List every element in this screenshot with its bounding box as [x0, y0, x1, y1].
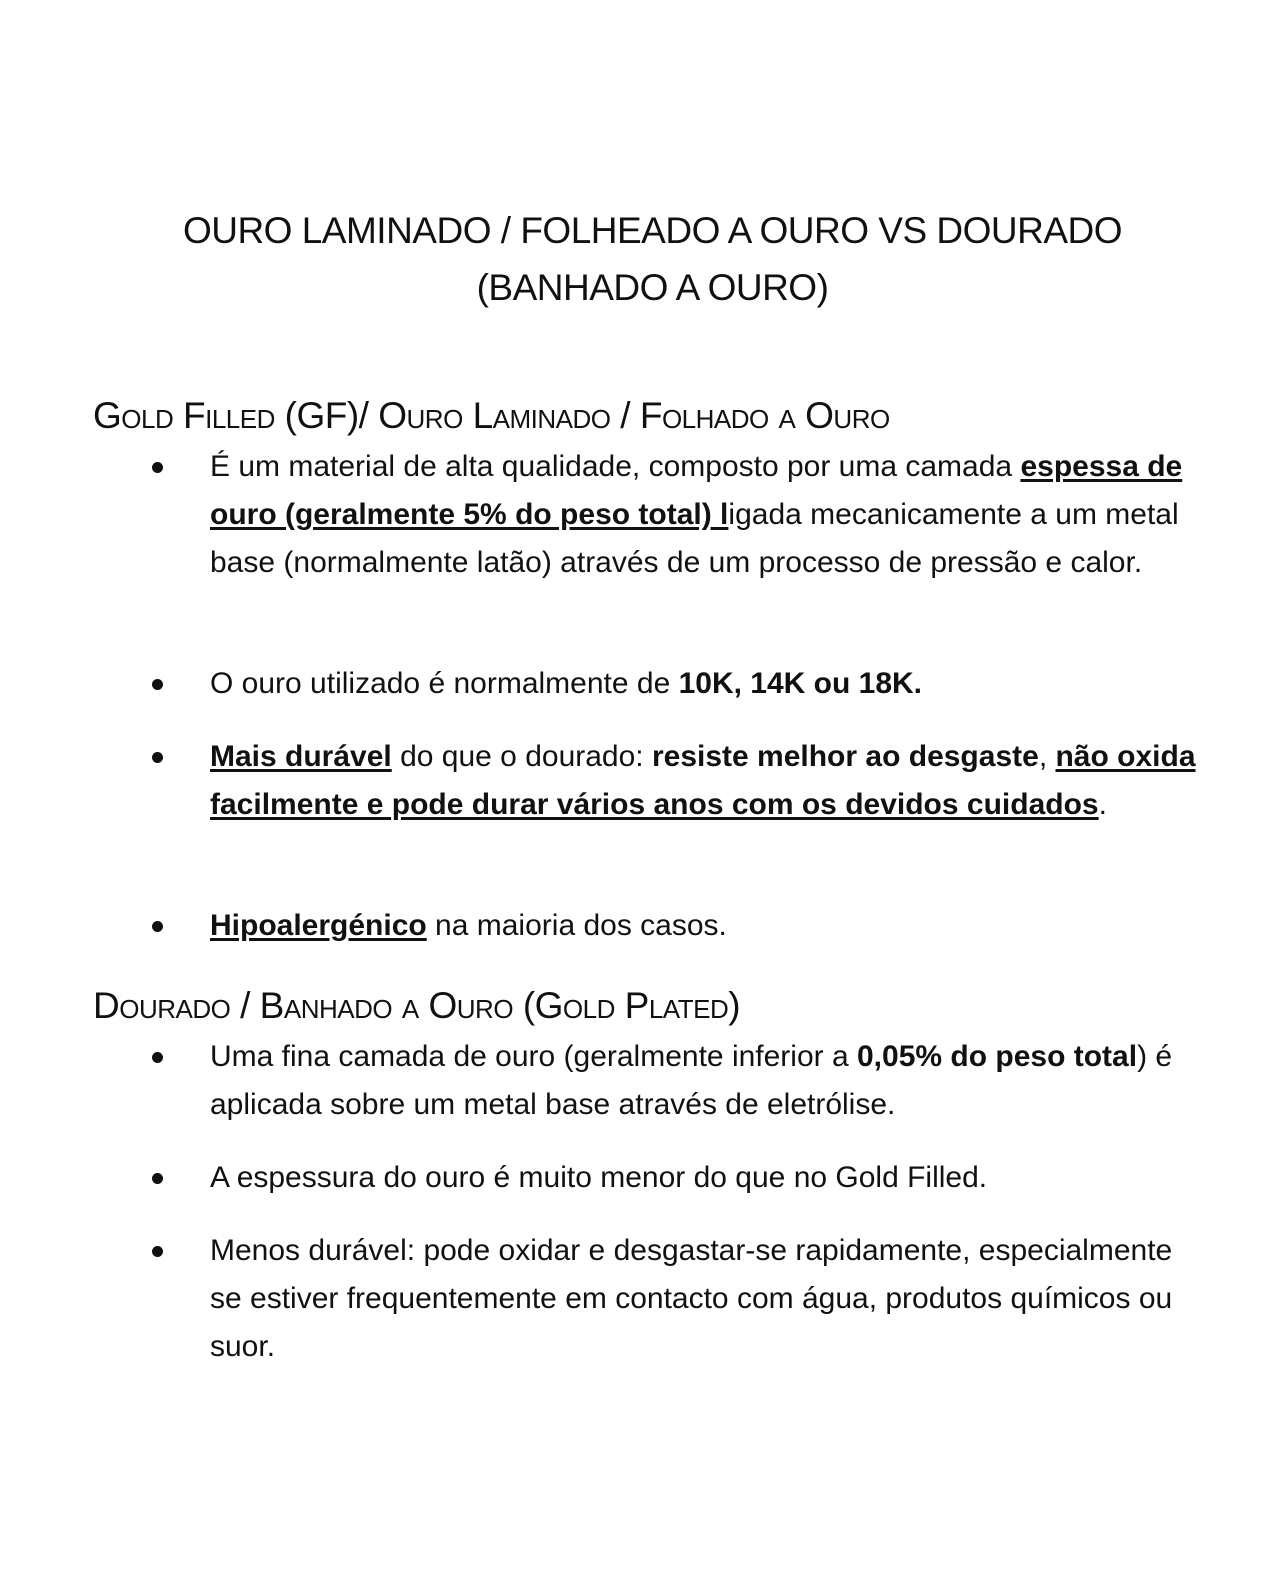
list-item: Mais durável do que o dourado: resiste melhor ao desgaste, não oxida facilmente e pode durar vários anos com os devidos cuidados. — [210, 733, 1200, 829]
section-heading-gold-plated: Dourado / Banhado a Ouro (Gold Plated) — [93, 985, 741, 1026]
bullet-icon — [152, 462, 163, 473]
list-item: O ouro utilizado é normalmente de 10K, 14K ou 18K. — [210, 660, 1200, 708]
list-item: A espessura do ouro é muito menor do que no Gold Filled. — [210, 1154, 1200, 1202]
bullet-icon — [152, 1052, 163, 1063]
list-item: É um material de alta qualidade, composto por uma camada espessa de ouro (geralmente 5% do peso total) ligada mecanicamente a um metal base (normalmente latão) através de um processo de pressão e calor. — [210, 443, 1200, 587]
document-title-line-1: OURO LAMINADO / FOLHEADO A OURO VS DOURADO — [182, 210, 1123, 251]
document-title-line-2: (BANHADO A OURO) — [476, 267, 829, 308]
bullet-icon — [152, 1246, 163, 1257]
bullet-icon — [152, 1173, 163, 1184]
list-item: Uma fina camada de ouro (geralmente inferior a 0,05% do peso total) é aplicada sobre um metal base através de eletrólise. — [210, 1033, 1200, 1129]
bullet-icon — [152, 679, 163, 690]
list-item: Menos durável: pode oxidar e desgastar-se rapidamente, especialmente se estiver frequentemente em contacto com água, produtos químicos ou suor. — [210, 1227, 1200, 1371]
bullet-icon — [152, 921, 163, 932]
list-item: Hipoalergénico na maioria dos casos. — [210, 902, 1200, 950]
bullet-icon — [152, 752, 163, 763]
section-heading-gold-filled: Gold Filled (GF)/ Ouro Laminado / Folhado a Ouro — [93, 395, 890, 436]
